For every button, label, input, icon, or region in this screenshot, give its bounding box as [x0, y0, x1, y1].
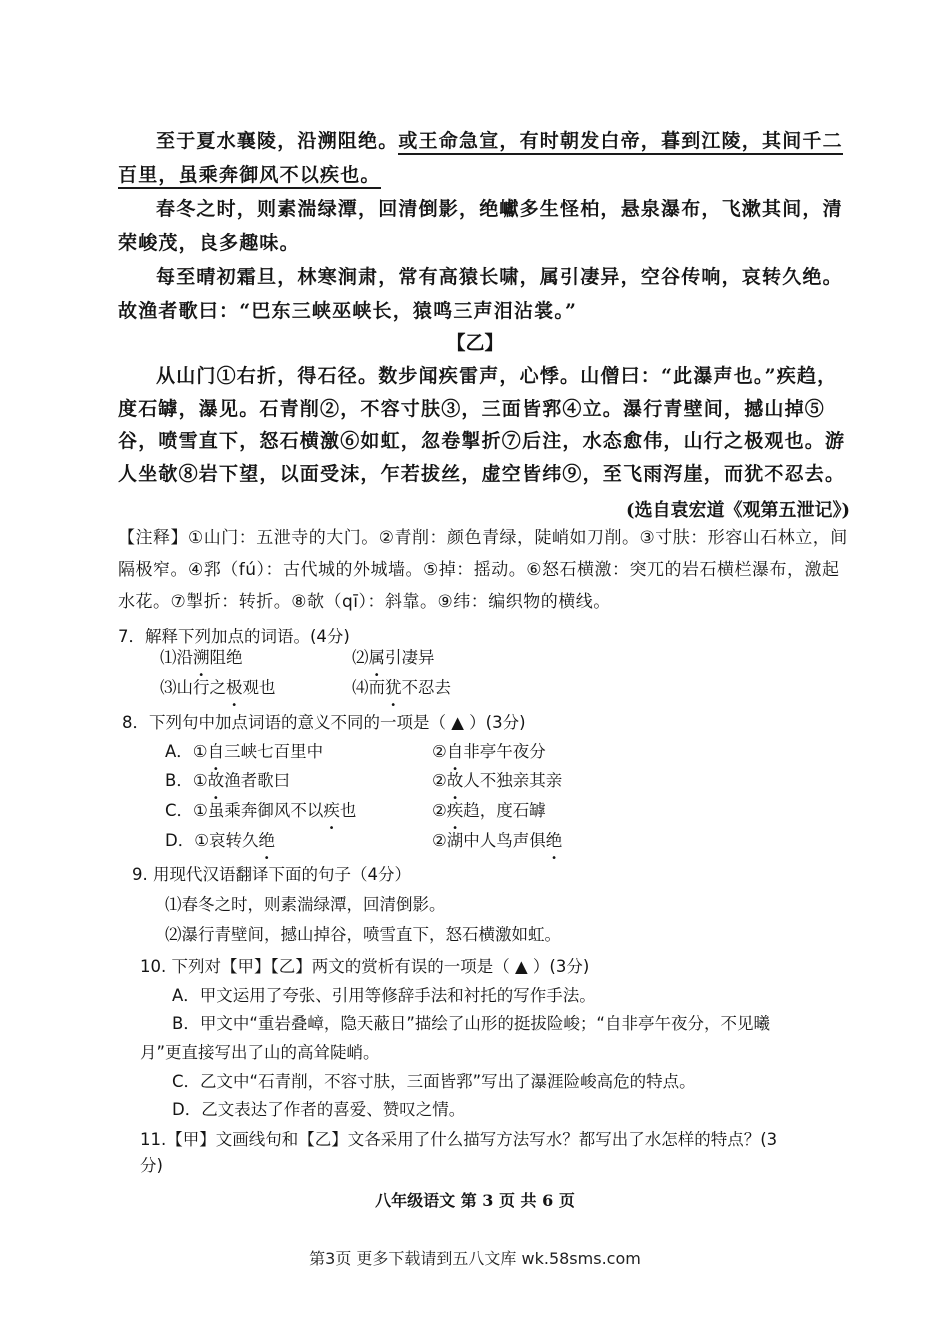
q8-option-a-2: ②自非亭午夜分: [432, 742, 546, 761]
q8-option-b-2: ②故人不独亲其亲: [432, 771, 563, 790]
q7-item-4: ⑷而犹不忍去: [352, 678, 451, 697]
q8-option-c-1: C．①虽乘奔御风不以疾也: [165, 801, 357, 820]
q10-stem: 10. 下列对【甲】【乙】两文的赏析有误的一项是（ ▲ ）(3分): [140, 957, 590, 976]
q10-option-b-line-2: 月”更直接写出了山的高耸陡峭。: [140, 1043, 380, 1062]
q10-option-b-line-1: B．甲文中“重岩叠嶂，隐天蔽日”描绘了山形的挺拔险峻；“自非亭午夜分，不见曦: [172, 1014, 770, 1033]
notes: 【注释】①山门：五泄寺的大门。②青削：颜色青绿，陡峭如刀削。③寸肤：形容山石林立，间隔极窄。④郛（fú）：古代城的外城墙。⑤掉：摇动。⑥怒石横激：突兀的岩石横栏瀑布，激起水花。⑦掣折：转折。⑧欹（qī）：斜靠。⑨纬：编织物的横线。: [118, 528, 848, 612]
q9-item-2: ⑵瀑行青壁间，撼山掉谷，喷雪直下，怒石横激如虹。: [165, 925, 561, 944]
q8-option-d-1: D．①哀转久绝: [165, 831, 275, 850]
underlined-sentence: 或王命急宣，有时朝发白帝，暮到江陵，其间千二百里，虽乘奔御风不以疾也。: [118, 130, 843, 189]
q8-option-d-2: ②湖中人鸟声俱绝: [432, 831, 563, 850]
q9-item-1: ⑴春冬之时，则素湍绿潭，回清倒影。: [165, 895, 446, 914]
download-watermark: 第3页 更多下载请到五八文库 wk.58sms.com: [309, 1249, 641, 1268]
page-footer: 八年级语文 第 3 页 共 6 页: [375, 1191, 575, 1210]
q7-item-3: ⑶山行之极观也: [160, 678, 276, 697]
passage-jia-paragraph-3: 每至晴初霜旦，林寒涧肃，常有高猿长啸，属引凄异，空谷传响，哀转久绝。故渔者歌曰：“巴东三峡巫峡长，猿鸣三声泪沾裳。”: [118, 266, 843, 322]
q7-item-1: ⑴沿溯阻绝: [160, 648, 243, 667]
passage-yi-text: 从山门①右折，得石径。数步闻疾雷声，心悸。山僧曰：“此瀑声也。”疾趋，度石罅，瀑见。石青削②，不容寸肤③，三面皆郛④立。瀑行青壁间，撼山掉⑤谷，喷雪直下，怒石横激⑥如虹，忽卷掣折⑦后注，水态愈伟，山行之极观也。游人坐欹⑧岩下望，以面受沫，乍若拔丝，虚空皆纬⑨，至飞雨泻崖，而犹不忍去。: [118, 365, 846, 485]
q8-option-b-1: B．①故渔者歌曰: [165, 771, 291, 790]
passage-jia-p1-start: 至于夏水襄陵，沿溯阻绝。: [156, 130, 399, 152]
q7-stem: 7．解释下列加点的词语。(4分): [118, 627, 350, 646]
q10-option-c: C．乙文中“石青削，不容寸肤，三面皆郛”写出了瀑涯险峻高危的特点。: [172, 1072, 696, 1091]
passage-yi-source: (选自袁宏道《观第五泄记》): [625, 500, 850, 521]
q11-line-1: 11.【甲】文画线句和【乙】文各采用了什么描写方法写水？都写出了水怎样的特点？(3: [140, 1130, 778, 1149]
q10-option-a: A．甲文运用了夸张、引用等修辞手法和衬托的写作手法。: [172, 986, 596, 1005]
q11-line-2: 分): [140, 1156, 163, 1175]
passage-jia-paragraph-1: [118, 124, 850, 192]
q7-item-2: ⑵属引凄异: [352, 648, 435, 667]
passage-yi-heading: 【乙】: [446, 332, 504, 354]
q8-stem: 8．下列句中加点词语的意义不同的一项是（ ▲ ）(3分): [122, 713, 526, 732]
q10-option-d: D．乙文表达了作者的喜爱、赞叹之情。: [172, 1100, 466, 1119]
q8-option-a-1: A．①自三峡七百里中: [165, 742, 324, 761]
q9-stem: 9. 用现代汉语翻译下面的句子（4分）: [132, 865, 411, 884]
passage-jia-paragraph-2: 春冬之时，则素湍绿潭，回清倒影，绝巘多生怪柏，悬泉瀑布，飞漱其间，清荣峻茂，良多趣味。: [118, 198, 843, 254]
q8-option-c-2: ②疾趋，度石罅: [432, 801, 546, 820]
